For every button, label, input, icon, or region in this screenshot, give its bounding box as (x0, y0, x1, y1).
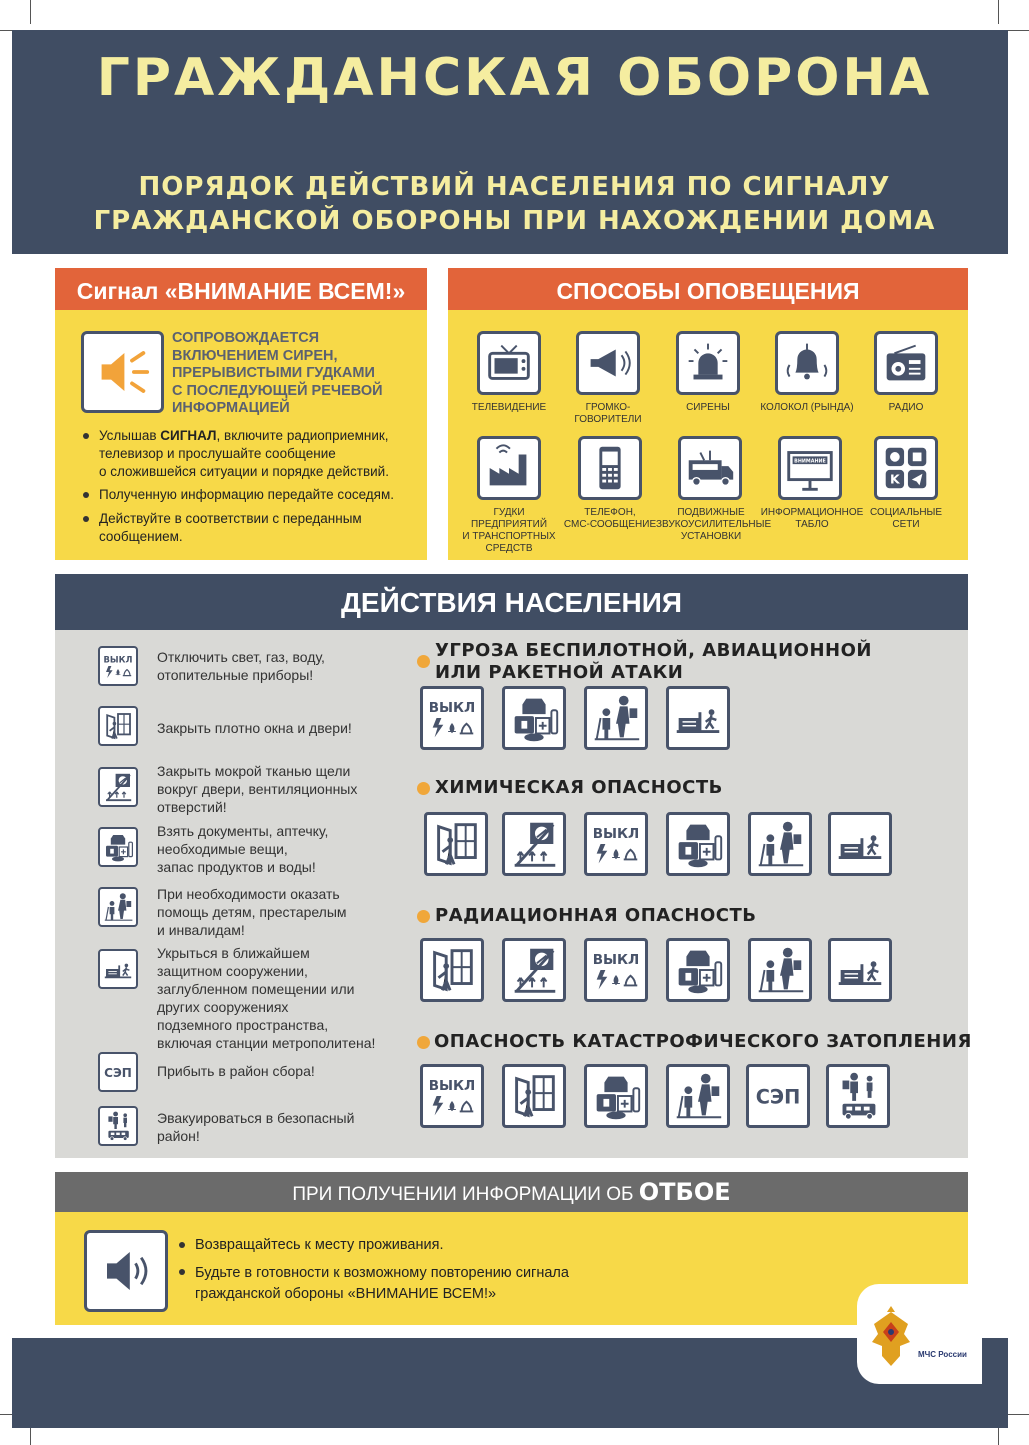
info-board-icon (778, 436, 842, 500)
action-text-assembly: Прибыть в район сбора! (157, 1063, 315, 1079)
page-subtitle-line2: ГРАЖДАНСКОЙ ОБОРОНЫ ПРИ НАХОЖДЕНИИ ДОМА (93, 206, 936, 236)
switch-off-icon (98, 646, 138, 686)
tv-icon (477, 331, 541, 395)
notification-label: КОЛОКОЛ (РЫНДА) (760, 402, 854, 413)
crop-mark (30, 0, 31, 24)
factory-icon (477, 436, 541, 500)
signal-bullet-3: Действуйте в соответствии с переданным сообщением. (99, 511, 362, 544)
mchs-emblem-icon (866, 1300, 916, 1372)
action-text-shelter: Укрыться в ближайшем защитном сооружении, заглубленном помещении или других сооружениях подземного пространства, включая станции метрополитена! (157, 945, 376, 1051)
notification-label: ТЕЛЕВИДЕНИЕ (471, 402, 547, 413)
loudspeaker-icon (576, 331, 640, 395)
documents-kit-icon (666, 938, 730, 1002)
notification-label: ПОДВИЖНЫЕ ЗВУКОУСИЛИТЕЛЬНЫЕ УСТАНОВКИ (656, 507, 772, 542)
help-people-icon (584, 686, 648, 750)
phone-icon (578, 436, 642, 500)
action-text-evacuate: Эвакуироваться в безопасный район! (157, 1110, 355, 1144)
switch-off-icon (584, 812, 648, 876)
shelter-icon (828, 812, 892, 876)
signal-title: Сигнал «ВНИМАНИЕ ВСЕМ!» (76, 278, 406, 304)
shelter-icon (828, 938, 892, 1002)
info-board-word: ВНИМАНИЕ (794, 459, 826, 465)
notification-label: ГРОМКО- ГОВОРИТЕЛИ (574, 402, 642, 425)
assembly-point-icon (98, 1052, 138, 1092)
evacuate-icon (98, 1106, 138, 1146)
close-windows-icon (502, 1064, 566, 1128)
assembly-point-icon (746, 1064, 810, 1128)
seal-gaps-icon (502, 812, 566, 876)
action-text-switch-off: Отключить свет, газ, воду, отопительные приборы! (157, 649, 325, 683)
crop-mark (998, 0, 999, 24)
speaker-icon (84, 1230, 168, 1312)
signal-description: СОПРОВОЖДАЕТСЯ ВКЛЮЧЕНИЕМ СИРЕН, ПРЕРЫВИСТЫМИ ГУДКАМИ С ПОСЛЕДУЮЩЕЙ РЕЧЕВОЙ ИНФОРМАЦИЕЙ (172, 330, 383, 416)
hazard-bullet (417, 1036, 430, 1049)
page-title: ГРАЖДАНСКАЯ ОБОРОНА (96, 48, 933, 108)
bell-icon (775, 331, 839, 395)
hazard-title-radiation: РАДИАЦИОННАЯ ОПАСНОСТЬ (435, 905, 757, 926)
siren-icon (676, 331, 740, 395)
switch-off-icon (420, 686, 484, 750)
truck-icon (678, 436, 742, 500)
all-clear-bullet-2: Будьте в готовности к возможному повторению сигнала гражданской обороны «ВНИМАНИЕ ВСЕМ!» (195, 1263, 569, 1305)
hazard-bullet (417, 910, 430, 923)
radio-icon (874, 331, 938, 395)
notification-label: ИНФОРМАЦИОННОЕ ТАБЛО (760, 507, 864, 530)
hazard-bullet (417, 782, 430, 795)
actions-title: ДЕЙСТВИЯ НАСЕЛЕНИЯ (340, 587, 683, 618)
documents-kit-icon (666, 812, 730, 876)
notification-label: ТЕЛЕФОН, СМС-СООБЩЕНИЕ (563, 507, 657, 530)
all-clear-bullet-1: Возвращайтесь к месту проживания. (195, 1237, 444, 1253)
notification-label: ГУДКИ ПРЕДПРИЯТИЙ И ТРАНСПОРТНЫХ СРЕДСТВ (462, 507, 556, 554)
seal-gaps-icon (502, 938, 566, 1002)
documents-kit-icon (584, 1064, 648, 1128)
signal-bullet-1: Услышав СИГНАЛ, включите радиоприемник, телевизор и прослушайте сообщение о сложившейся ситуации и порядке действий. (99, 428, 389, 479)
notification-label: СИРЕНЫ (686, 402, 730, 413)
evacuate-icon (826, 1064, 890, 1128)
action-text-seal-gaps: Закрыть мокрой тканью щели вокруг двери, вентиляционных отверстий! (157, 763, 358, 815)
signal-bullet-2: Полученную информацию передайте соседям. (99, 487, 395, 502)
shelter-icon (666, 686, 730, 750)
shelter-icon (98, 949, 138, 989)
hazard-title-air-attack: УГРОЗА БЕСПИЛОТНОЙ, АВИАЦИОННОЙ ИЛИ РАКЕТНОЙ АТАКИ (435, 640, 872, 683)
documents-kit-icon (98, 827, 138, 867)
notification-title: СПОСОБЫ ОПОВЕЩЕНИЯ (556, 278, 860, 304)
notification-label: СОЦИАЛЬНЫЕ СЕТИ (869, 507, 943, 530)
hazard-title-chemical: ХИМИЧЕСКАЯ ОПАСНОСТЬ (435, 777, 723, 798)
seal-gaps-icon (98, 767, 138, 807)
close-windows-icon (424, 812, 488, 876)
svg-text:K: K (890, 471, 900, 487)
notification-label: РАДИО (888, 402, 924, 413)
hazard-bullet (417, 655, 430, 668)
documents-kit-icon (502, 686, 566, 750)
switch-off-icon (420, 1064, 484, 1128)
all-clear-title: ПРИ ПОЛУЧЕНИИ ИНФОРМАЦИИ ОБ ОТБОЕ (292, 1178, 731, 1206)
action-text-documents: Взять документы, аптечку, необходимые вещи, запас продуктов и воды! (157, 823, 329, 875)
social-networks-icon (874, 436, 938, 500)
switch-off-icon (584, 938, 648, 1002)
hazard-title-flood: ОПАСНОСТЬ КАТАСТРОФИЧЕСКОГО ЗАТОПЛЕНИЯ (434, 1031, 972, 1052)
help-people-icon (98, 887, 138, 927)
close-windows-icon (98, 706, 138, 746)
close-windows-icon (420, 938, 484, 1002)
siren-speaker-icon (81, 331, 164, 413)
help-people-icon (748, 938, 812, 1002)
crop-mark (1005, 1414, 1029, 1415)
help-people-icon (666, 1064, 730, 1128)
action-text-close-windows: Закрыть плотно окна и двери! (157, 720, 352, 736)
page-subtitle-line1: ПОРЯДОК ДЕЙСТВИЙ НАСЕЛЕНИЯ ПО СИГНАЛУ (138, 172, 891, 202)
logo-text: МЧС России (918, 1350, 967, 1359)
help-people-icon (748, 812, 812, 876)
crop-mark (1005, 30, 1029, 31)
action-text-help: При необходимости оказать помощь детям, престарелым и инвалидам! (157, 886, 347, 938)
